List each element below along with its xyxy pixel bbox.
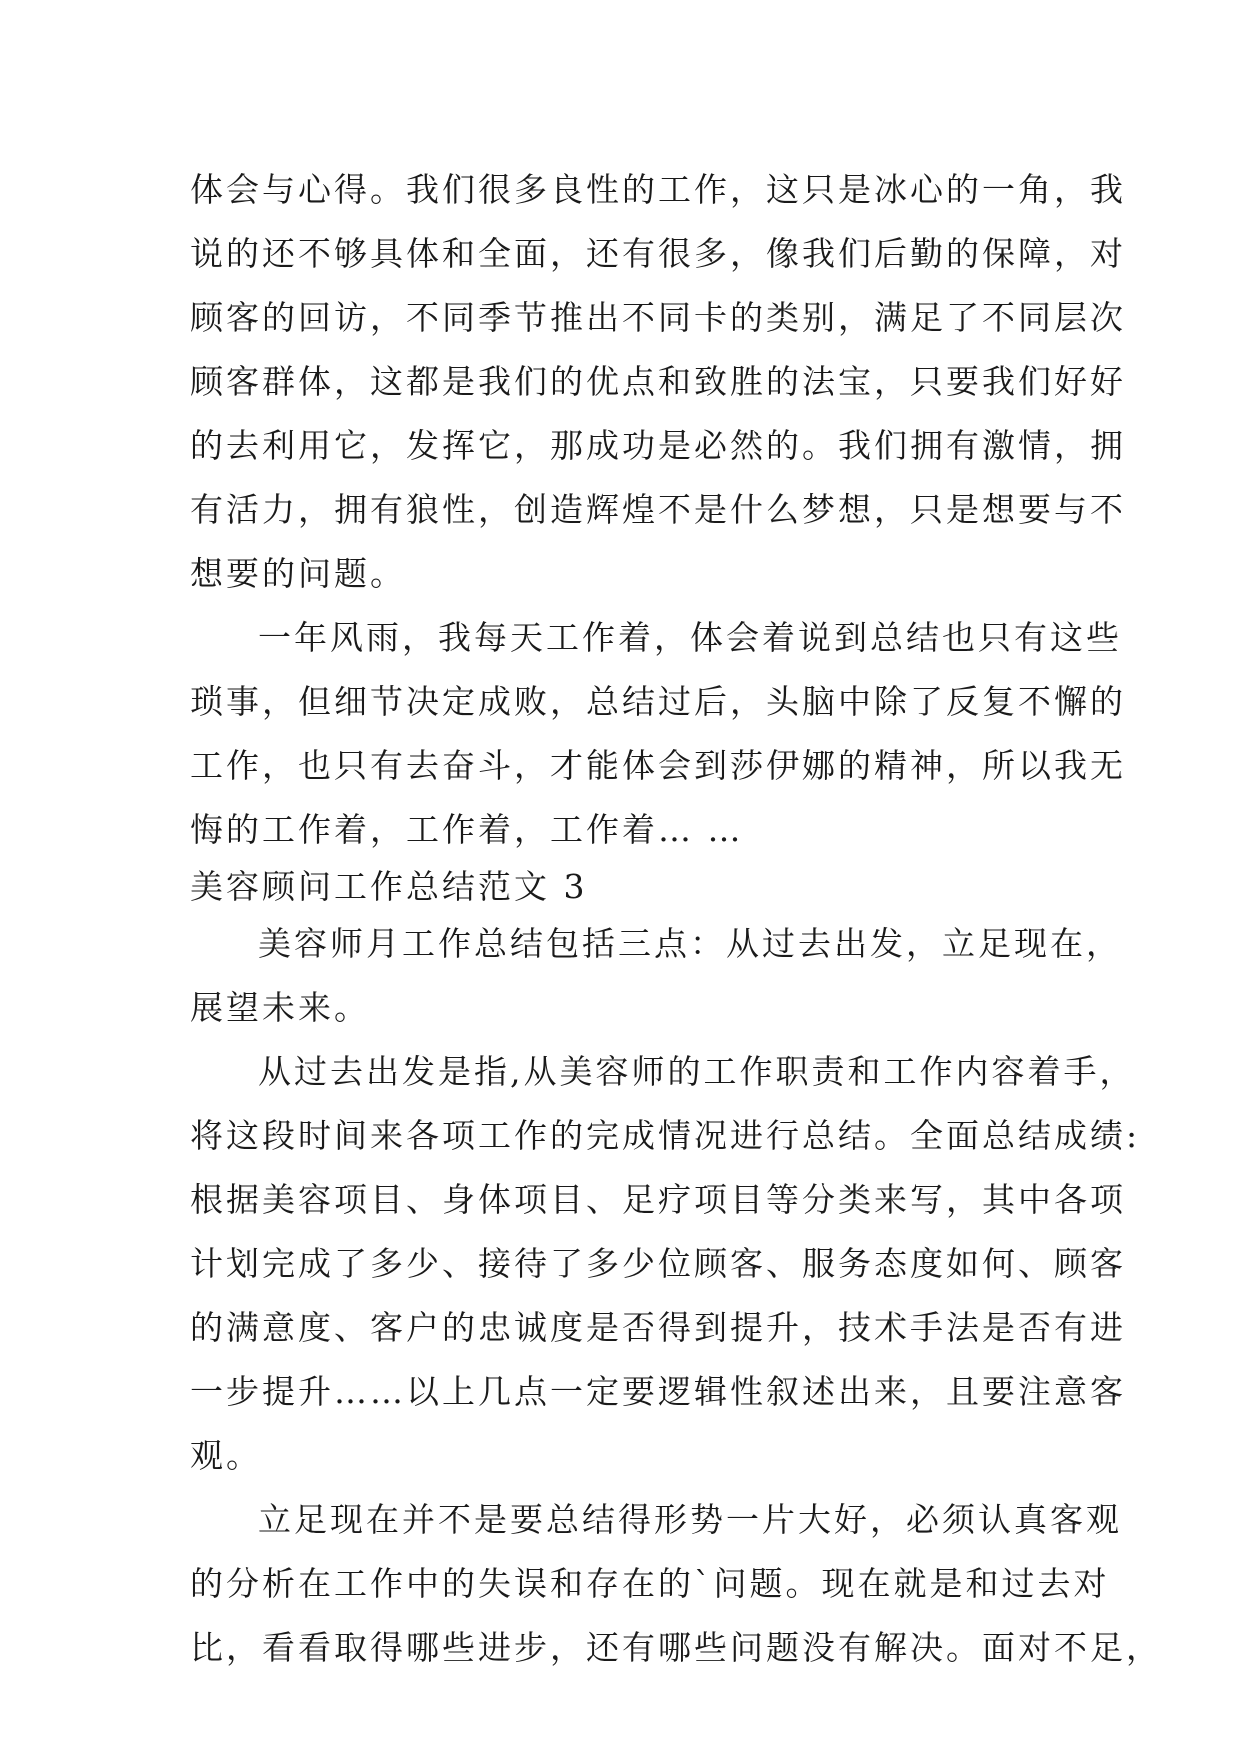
text-line: 一步提升……以上几点一定要逻辑性叙述出来，且要注意客 (190, 1372, 1126, 1411)
text-line: 的分析在工作中的失误和存在的`问题。现在就是和过去对 (190, 1564, 1110, 1603)
text-line: 的去利用它，发挥它，那成功是必然的。我们拥有激情，拥 (190, 426, 1126, 465)
text-line: 顾客群体，这都是我们的优点和致胜的法宝，只要我们好好 (190, 362, 1126, 401)
paragraph-continuation (190, 158, 1126, 606)
text-line-first: 美容师月工作总结包括三点：从过去出发，立足现在， (258, 924, 1122, 963)
text-line: 悔的工作着，工作着，工作着… … (190, 810, 744, 849)
text-line: 展望未来。 (190, 988, 370, 1027)
text-line: 顾客的回访，不同季节推出不同卡的类别，满足了不同层次 (190, 298, 1126, 337)
paragraph (190, 1488, 1162, 1680)
text-line-first: 从过去出发是指,从美容师的工作职责和工作内容着手， (258, 1052, 1136, 1091)
document-body (190, 158, 1162, 1680)
text-line: 体会与心得。我们很多良性的工作，这只是冰心的一角，我 (190, 170, 1126, 209)
paragraph (190, 1040, 1141, 1488)
text-line-first: 立足现在并不是要总结得形势一片大好，必须认真客观 (258, 1500, 1122, 1539)
text-line: 工作，也只有去奋斗，才能体会到莎伊娜的精神，所以我无 (190, 746, 1126, 785)
section-heading (190, 862, 1060, 912)
paragraph (190, 912, 1122, 1040)
text-line: 观。 (190, 1436, 262, 1475)
heading-text: 美容顾问工作总结范文 3 (190, 867, 588, 906)
text-line: 将这段时间来各项工作的完成情况进行总结。全面总结成绩: (190, 1116, 1141, 1155)
text-line: 说的还不够具体和全面，还有很多，像我们后勤的保障，对 (190, 234, 1126, 273)
text-line: 比，看看取得哪些进步，还有哪些问题没有解决。面对不足， (190, 1628, 1162, 1667)
text-line-first: 一年风雨，我每天工作着，体会着说到总结也只有这些 (258, 618, 1122, 657)
text-line: 琐事，但细节决定成败，总结过后，头脑中除了反复不懈的 (190, 682, 1126, 721)
text-line: 根据美容项目、身体项目、足疗项目等分类来写，其中各项 (190, 1180, 1126, 1219)
text-line: 想要的问题。 (190, 554, 406, 593)
paragraph (190, 606, 1126, 862)
text-line: 有活力，拥有狼性，创造辉煌不是什么梦想，只是想要与不 (190, 490, 1126, 529)
text-line: 计划完成了多少、接待了多少位顾客、服务态度如何、顾客 (190, 1244, 1126, 1283)
text-line: 的满意度、客户的忠诚度是否得到提升，技术手法是否有进 (190, 1308, 1126, 1347)
